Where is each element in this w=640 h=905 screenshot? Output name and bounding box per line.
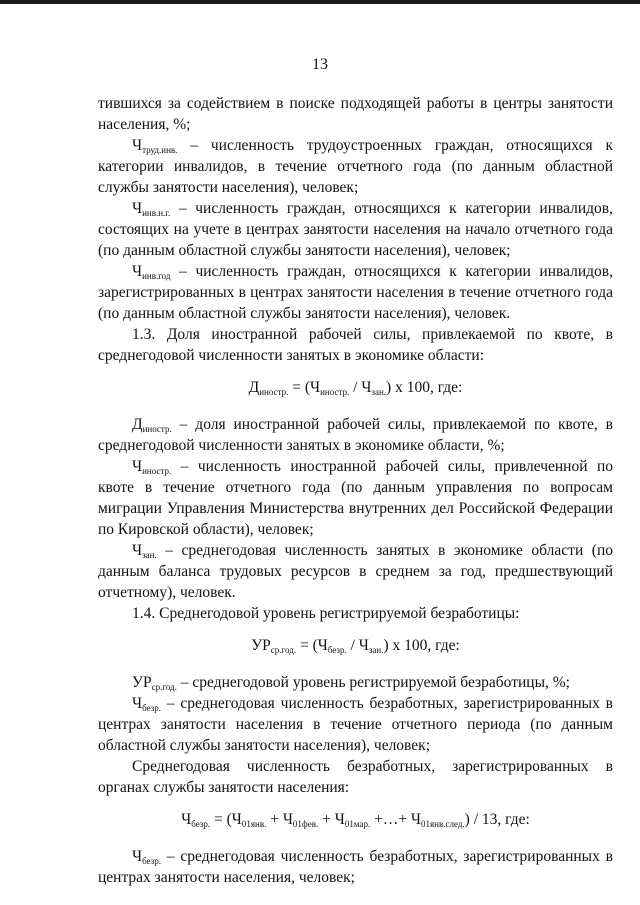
document-body xyxy=(98,93,613,888)
formula-unemployment-rate: УРср.год. = (Чбезр. / Чзан.) x 100, где: xyxy=(251,637,460,655)
paragraph-continuation: тившихся за содействием в поиске подходящей работы в центры занятости населения, %; xyxy=(98,95,613,133)
symbol-subscript: инв.н.г. xyxy=(142,208,171,218)
symbol: УР xyxy=(132,674,152,691)
paragraph-average-unemployed: Среднегодовая численность безработных, зарегистрированных в органах службы занятости населения: xyxy=(98,758,613,796)
definition-text: – среднегодовая численность безработных, зарегистрированных в центрах занятости населения, человек; xyxy=(98,848,613,886)
definition-registered-start-year xyxy=(98,198,613,261)
symbol-subscript: иностр. xyxy=(142,424,172,434)
section-1-3-heading: 1.3. Доля иностранной рабочей силы, привлекаемой по квоте, в среднегодовой численности занятых в экономике области: xyxy=(98,326,613,364)
definition-text: – численность иностранной рабочей силы, привлеченной по квоте в течение отчетного года (по данным управления по вопросам миграции Управления Министерства внутренних дел Российской Федерации по Кировской области), человек; xyxy=(98,458,613,538)
symbol-subscript: труд.инв. xyxy=(142,145,178,155)
symbol-subscript: безр. xyxy=(142,703,161,713)
definition-text: – численность граждан, относящихся к категории инвалидов, состоящих на учете в центрах занятости населения на начало отчетного года (по данным областной службы занятости населения), человек; xyxy=(98,200,613,259)
symbol-subscript: зан. xyxy=(142,550,157,560)
symbol: Ч xyxy=(132,137,143,154)
definition-employed-disabled xyxy=(98,135,613,198)
section-1-4-heading: 1.4. Среднегодовой уровень регистрируемой безработицы: xyxy=(132,605,520,622)
definition-text: – среднегодовая численность безработных, зарегистрированных в центрах занятости населения в течение отчетного периода (по данным областной службы занятости населения), человек; xyxy=(98,695,613,754)
symbol: Ч xyxy=(132,542,143,559)
symbol: Д xyxy=(132,416,143,433)
definition-unemployment-rate xyxy=(98,672,613,693)
symbol: Ч xyxy=(132,263,143,280)
definition-text: – среднегодовой уровень регистрируемой безработицы, %; xyxy=(176,674,570,691)
symbol-subscript: иностр. xyxy=(142,466,172,476)
definition-employed-count xyxy=(98,540,613,603)
definition-foreign-share xyxy=(98,414,613,456)
definition-text: – среднегодовая численность занятых в экономике области (по данным баланса трудовых ресурсов в среднем за год, предшествующий отчетному), человек. xyxy=(98,542,613,601)
symbol: Ч xyxy=(132,695,143,712)
page-number: 13 xyxy=(312,56,328,73)
definition-unemployed-count xyxy=(98,693,613,756)
symbol: Ч xyxy=(132,458,143,475)
definition-text: – численность трудоустроенных граждан, относящихся к категории инвалидов, в течение отчетного года (по данным областной службы занятости населения), человек; xyxy=(98,137,613,196)
definition-foreign-count xyxy=(98,456,613,540)
definition-text: – численность граждан, относящихся к категории инвалидов, зарегистрированных в центрах занятости населения в течение отчетного года (по данным областной службы занятости населения), человек. xyxy=(98,263,613,322)
top-border-rule xyxy=(0,0,640,4)
symbol: Ч xyxy=(132,848,143,865)
symbol-subscript: безр. xyxy=(142,856,161,866)
definition-unemployed-average xyxy=(98,846,613,888)
definition-registered-during-year xyxy=(98,261,613,324)
symbol-subscript: ср.год. xyxy=(151,682,177,692)
formula-average-unemployed: Чбезр. = (Ч01янв. + Ч01фев. + Ч01мар. +…+ Ч01янв.след.) / 13, где: xyxy=(181,811,530,829)
symbol-subscript: инв.год xyxy=(142,271,171,281)
symbol: Ч xyxy=(132,200,143,217)
definition-text: – доля иностранной рабочей силы, привлекаемой по квоте, в среднегодовой численности занятых в экономике области, %; xyxy=(98,416,613,454)
formula-foreign-labor-share: Диностр. = (Чиностр. / Чзан.) x 100, где: xyxy=(248,379,463,397)
